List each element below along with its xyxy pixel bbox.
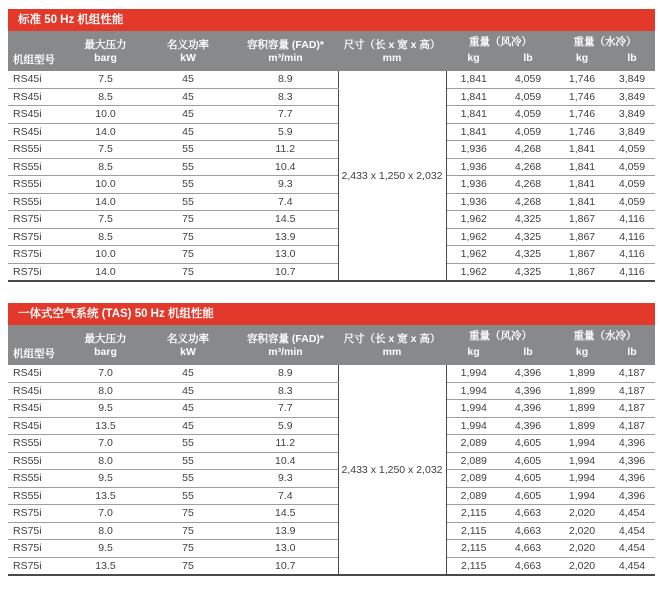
weight-air-kg-cell: 2,115 [446, 522, 501, 540]
model-cell: RS45i [8, 71, 68, 88]
pressure-cell: 9.5 [68, 540, 143, 558]
weight-water-kg-cell: 1,746 [555, 123, 609, 141]
weight-air-lb-cell: 4,059 [501, 88, 555, 106]
table-body [8, 71, 655, 281]
table-row [8, 400, 655, 418]
power-cell: 55 [143, 452, 233, 470]
model-cell: RS75i [8, 263, 68, 281]
weight-water-kg-cell: 1,899 [555, 365, 609, 382]
weight-air-lb-cell: 4,605 [501, 470, 555, 488]
weight-air-lb-cell: 4,268 [501, 141, 555, 159]
power-cell: 75 [143, 522, 233, 540]
weight-air-lb-cell: 4,059 [501, 106, 555, 124]
fad-cell: 9.3 [233, 176, 338, 194]
fad-cell: 14.5 [233, 505, 338, 523]
weight-water-lb-cell: 4,059 [609, 158, 655, 176]
weight-water-kg-cell: 1,841 [555, 176, 609, 194]
table-row [8, 211, 655, 229]
fad-cell: 8.3 [233, 88, 338, 106]
pressure-cell: 7.5 [68, 141, 143, 159]
column-header-dimensions: 尺寸（长 x 宽 x 高） mm [338, 325, 446, 365]
column-header-dimensions: 尺寸（长 x 宽 x 高） mm [338, 31, 446, 71]
power-cell: 45 [143, 123, 233, 141]
weight-water-lb-cell: 4,187 [609, 400, 655, 418]
weight-air-kg-cell: 2,115 [446, 505, 501, 523]
table-row [8, 263, 655, 281]
pressure-cell: 13.5 [68, 487, 143, 505]
column-header-kg-water: kg [555, 52, 609, 71]
table-row [8, 435, 655, 453]
weight-water-kg-cell: 1,994 [555, 470, 609, 488]
model-cell: RS75i [8, 246, 68, 264]
column-header-model: 机组型号 [8, 325, 68, 365]
weight-air-lb-cell: 4,605 [501, 435, 555, 453]
column-header-kg-water: kg [555, 346, 609, 365]
standard-50hz-section [8, 9, 655, 282]
table-row [8, 106, 655, 124]
table-row [8, 228, 655, 246]
table-title-banner: 标准 50 Hz 机组性能 [8, 9, 655, 31]
fad-cell: 13.9 [233, 228, 338, 246]
pressure-cell: 14.0 [68, 193, 143, 211]
weight-air-lb-cell: 4,663 [501, 522, 555, 540]
weight-air-lb-cell: 4,325 [501, 246, 555, 264]
power-cell: 55 [143, 158, 233, 176]
weight-water-lb-cell: 3,849 [609, 88, 655, 106]
weight-water-lb-cell: 4,454 [609, 522, 655, 540]
power-cell: 75 [143, 263, 233, 281]
power-cell: 75 [143, 211, 233, 229]
model-cell: RS55i [8, 176, 68, 194]
model-cell: RS45i [8, 417, 68, 435]
table-row [8, 158, 655, 176]
column-header-fad: 容积容量 (FAD)* m³/min [233, 31, 338, 71]
weight-water-lb-cell: 4,116 [609, 246, 655, 264]
pressure-cell: 13.5 [68, 557, 143, 575]
column-header-pressure: 最大压力 barg [68, 31, 143, 71]
pressure-cell: 7.0 [68, 435, 143, 453]
table-row [8, 540, 655, 558]
weight-air-kg-cell: 1,936 [446, 176, 501, 194]
table-row [8, 365, 655, 382]
weight-air-kg-cell: 2,089 [446, 452, 501, 470]
column-header-pressure: 最大压力 barg [68, 325, 143, 365]
fad-cell: 7.4 [233, 193, 338, 211]
table-row [8, 382, 655, 400]
weight-air-kg-cell: 2,115 [446, 557, 501, 575]
weight-water-kg-cell: 1,994 [555, 452, 609, 470]
column-header-power: 名义功率 kW [143, 31, 233, 71]
weight-air-kg-cell: 1,994 [446, 400, 501, 418]
weight-water-lb-cell: 4,116 [609, 228, 655, 246]
weight-water-kg-cell: 1,867 [555, 228, 609, 246]
column-group-weight-aircooled: 重量（风冷） [446, 325, 555, 346]
weight-air-lb-cell: 4,663 [501, 540, 555, 558]
table-row [8, 123, 655, 141]
weight-air-kg-cell: 1,936 [446, 158, 501, 176]
model-cell: RS55i [8, 452, 68, 470]
power-cell: 55 [143, 435, 233, 453]
table-row [8, 417, 655, 435]
pressure-cell: 8.0 [68, 452, 143, 470]
pressure-cell: 7.0 [68, 365, 143, 382]
table-row [8, 141, 655, 159]
weight-water-kg-cell: 1,994 [555, 487, 609, 505]
fad-cell: 5.9 [233, 417, 338, 435]
weight-water-kg-cell: 1,841 [555, 158, 609, 176]
column-header-kg-air: kg [446, 52, 501, 71]
pressure-cell: 8.0 [68, 522, 143, 540]
weight-air-kg-cell: 1,841 [446, 106, 501, 124]
model-cell: RS75i [8, 540, 68, 558]
weight-water-lb-cell: 4,396 [609, 470, 655, 488]
weight-water-lb-cell: 4,187 [609, 365, 655, 382]
table-row [8, 452, 655, 470]
power-cell: 75 [143, 228, 233, 246]
weight-water-kg-cell: 1,994 [555, 435, 609, 453]
fad-cell: 11.2 [233, 141, 338, 159]
weight-air-lb-cell: 4,325 [501, 263, 555, 281]
weight-water-lb-cell: 4,454 [609, 505, 655, 523]
tas-50hz-section [8, 303, 655, 576]
fad-cell: 7.4 [233, 487, 338, 505]
weight-water-kg-cell: 1,867 [555, 211, 609, 229]
column-header-lb-air: lb [501, 346, 555, 365]
pressure-cell: 14.0 [68, 123, 143, 141]
table-row [8, 246, 655, 264]
weight-water-lb-cell: 4,059 [609, 141, 655, 159]
model-cell: RS55i [8, 193, 68, 211]
weight-air-kg-cell: 1,936 [446, 193, 501, 211]
model-cell: RS75i [8, 211, 68, 229]
dimensions-cell: 2,433 x 1,250 x 2,032 [338, 365, 446, 575]
pressure-cell: 8.5 [68, 88, 143, 106]
power-cell: 45 [143, 417, 233, 435]
model-cell: RS45i [8, 106, 68, 124]
weight-air-lb-cell: 4,605 [501, 452, 555, 470]
pressure-cell: 9.5 [68, 470, 143, 488]
weight-air-kg-cell: 1,962 [446, 211, 501, 229]
model-cell: RS45i [8, 400, 68, 418]
weight-air-kg-cell: 1,994 [446, 382, 501, 400]
column-header-power: 名义功率 kW [143, 325, 233, 365]
weight-air-kg-cell: 1,962 [446, 228, 501, 246]
weight-air-lb-cell: 4,325 [501, 211, 555, 229]
table-header [8, 325, 655, 365]
pressure-cell: 8.5 [68, 158, 143, 176]
tas-50hz-table [8, 325, 655, 576]
weight-air-lb-cell: 4,605 [501, 487, 555, 505]
weight-air-kg-cell: 1,841 [446, 88, 501, 106]
pressure-cell: 10.0 [68, 176, 143, 194]
weight-air-kg-cell: 1,962 [446, 246, 501, 264]
fad-cell: 13.0 [233, 540, 338, 558]
weight-air-kg-cell: 1,936 [446, 141, 501, 159]
weight-air-lb-cell: 4,396 [501, 382, 555, 400]
weight-water-lb-cell: 3,849 [609, 71, 655, 88]
weight-air-lb-cell: 4,059 [501, 123, 555, 141]
weight-air-kg-cell: 1,994 [446, 417, 501, 435]
weight-water-lb-cell: 4,454 [609, 557, 655, 575]
weight-air-lb-cell: 4,663 [501, 557, 555, 575]
weight-water-lb-cell: 3,849 [609, 106, 655, 124]
pressure-cell: 7.5 [68, 211, 143, 229]
weight-water-lb-cell: 4,396 [609, 452, 655, 470]
weight-air-kg-cell: 2,115 [446, 540, 501, 558]
weight-air-kg-cell: 1,841 [446, 71, 501, 88]
weight-air-lb-cell: 4,663 [501, 505, 555, 523]
column-group-weight-aircooled: 重量（风冷） [446, 31, 555, 52]
table-row [8, 176, 655, 194]
column-group-weight-watercooled: 重量（水冷） [555, 31, 655, 52]
power-cell: 75 [143, 557, 233, 575]
table-header [8, 31, 655, 71]
weight-air-kg-cell: 1,962 [446, 263, 501, 281]
power-cell: 75 [143, 540, 233, 558]
weight-air-kg-cell: 2,089 [446, 435, 501, 453]
column-header-kg-air: kg [446, 346, 501, 365]
weight-air-lb-cell: 4,268 [501, 176, 555, 194]
table-row [8, 88, 655, 106]
weight-water-lb-cell: 4,187 [609, 382, 655, 400]
model-cell: RS45i [8, 365, 68, 382]
weight-water-lb-cell: 4,116 [609, 211, 655, 229]
fad-cell: 10.7 [233, 263, 338, 281]
weight-water-kg-cell: 2,020 [555, 557, 609, 575]
power-cell: 55 [143, 141, 233, 159]
model-cell: RS75i [8, 522, 68, 540]
power-cell: 75 [143, 505, 233, 523]
table-row [8, 557, 655, 575]
weight-air-lb-cell: 4,268 [501, 193, 555, 211]
table-row [8, 522, 655, 540]
column-header-lb-water: lb [609, 346, 655, 365]
weight-water-kg-cell: 1,899 [555, 400, 609, 418]
weight-water-kg-cell: 1,746 [555, 88, 609, 106]
fad-cell: 14.5 [233, 211, 338, 229]
weight-air-kg-cell: 2,089 [446, 470, 501, 488]
power-cell: 75 [143, 246, 233, 264]
weight-water-kg-cell: 2,020 [555, 522, 609, 540]
fad-cell: 11.2 [233, 435, 338, 453]
power-cell: 45 [143, 106, 233, 124]
fad-cell: 8.9 [233, 71, 338, 88]
fad-cell: 13.9 [233, 522, 338, 540]
weight-air-lb-cell: 4,268 [501, 158, 555, 176]
model-cell: RS45i [8, 123, 68, 141]
pressure-cell: 9.5 [68, 400, 143, 418]
weight-water-kg-cell: 2,020 [555, 505, 609, 523]
model-cell: RS45i [8, 88, 68, 106]
weight-water-kg-cell: 2,020 [555, 540, 609, 558]
table-row [8, 71, 655, 88]
weight-air-lb-cell: 4,325 [501, 228, 555, 246]
fad-cell: 8.3 [233, 382, 338, 400]
table-row [8, 470, 655, 488]
model-cell: RS75i [8, 557, 68, 575]
weight-water-kg-cell: 1,899 [555, 417, 609, 435]
column-header-fad: 容积容量 (FAD)* m³/min [233, 325, 338, 365]
fad-cell: 10.4 [233, 158, 338, 176]
weight-water-kg-cell: 1,841 [555, 141, 609, 159]
weight-water-lb-cell: 4,116 [609, 263, 655, 281]
table-title-banner: 一体式空气系统 (TAS) 50 Hz 机组性能 [8, 303, 655, 325]
table-body [8, 365, 655, 575]
table-row [8, 487, 655, 505]
fad-cell: 10.7 [233, 557, 338, 575]
model-cell: RS55i [8, 435, 68, 453]
model-cell: RS55i [8, 470, 68, 488]
model-cell: RS45i [8, 382, 68, 400]
weight-water-lb-cell: 3,849 [609, 123, 655, 141]
model-cell: RS55i [8, 158, 68, 176]
weight-water-kg-cell: 1,867 [555, 263, 609, 281]
fad-cell: 9.3 [233, 470, 338, 488]
pressure-cell: 8.0 [68, 382, 143, 400]
pressure-cell: 10.0 [68, 106, 143, 124]
pressure-cell: 13.5 [68, 417, 143, 435]
power-cell: 45 [143, 71, 233, 88]
fad-cell: 8.9 [233, 365, 338, 382]
power-cell: 45 [143, 382, 233, 400]
pressure-cell: 14.0 [68, 263, 143, 281]
pressure-cell: 7.0 [68, 505, 143, 523]
fad-cell: 5.9 [233, 123, 338, 141]
model-cell: RS75i [8, 228, 68, 246]
column-group-weight-watercooled: 重量（水冷） [555, 325, 655, 346]
power-cell: 55 [143, 470, 233, 488]
column-header-model: 机组型号 [8, 31, 68, 71]
weight-air-lb-cell: 4,396 [501, 417, 555, 435]
model-cell: RS55i [8, 141, 68, 159]
fad-cell: 13.0 [233, 246, 338, 264]
pressure-cell: 8.5 [68, 228, 143, 246]
weight-water-lb-cell: 4,187 [609, 417, 655, 435]
pressure-cell: 7.5 [68, 71, 143, 88]
weight-water-lb-cell: 4,396 [609, 435, 655, 453]
weight-water-lb-cell: 4,059 [609, 176, 655, 194]
weight-water-lb-cell: 4,396 [609, 487, 655, 505]
weight-air-kg-cell: 1,994 [446, 365, 501, 382]
table-row [8, 505, 655, 523]
weight-water-kg-cell: 1,746 [555, 106, 609, 124]
fad-cell: 7.7 [233, 400, 338, 418]
standard-50hz-table [8, 31, 655, 282]
model-cell: RS75i [8, 505, 68, 523]
column-header-lb-water: lb [609, 52, 655, 71]
weight-air-lb-cell: 4,396 [501, 365, 555, 382]
power-cell: 45 [143, 88, 233, 106]
power-cell: 55 [143, 193, 233, 211]
weight-air-lb-cell: 4,396 [501, 400, 555, 418]
weight-water-lb-cell: 4,059 [609, 193, 655, 211]
fad-cell: 10.4 [233, 452, 338, 470]
dimensions-cell: 2,433 x 1,250 x 2,032 [338, 71, 446, 281]
weight-air-kg-cell: 1,841 [446, 123, 501, 141]
weight-air-lb-cell: 4,059 [501, 71, 555, 88]
column-header-lb-air: lb [501, 52, 555, 71]
power-cell: 45 [143, 400, 233, 418]
pressure-cell: 10.0 [68, 246, 143, 264]
fad-cell: 7.7 [233, 106, 338, 124]
table-row [8, 193, 655, 211]
weight-water-kg-cell: 1,746 [555, 71, 609, 88]
power-cell: 45 [143, 365, 233, 382]
weight-water-kg-cell: 1,899 [555, 382, 609, 400]
weight-air-kg-cell: 2,089 [446, 487, 501, 505]
model-cell: RS55i [8, 487, 68, 505]
power-cell: 55 [143, 487, 233, 505]
weight-water-lb-cell: 4,454 [609, 540, 655, 558]
weight-water-kg-cell: 1,841 [555, 193, 609, 211]
power-cell: 55 [143, 176, 233, 194]
weight-water-kg-cell: 1,867 [555, 246, 609, 264]
